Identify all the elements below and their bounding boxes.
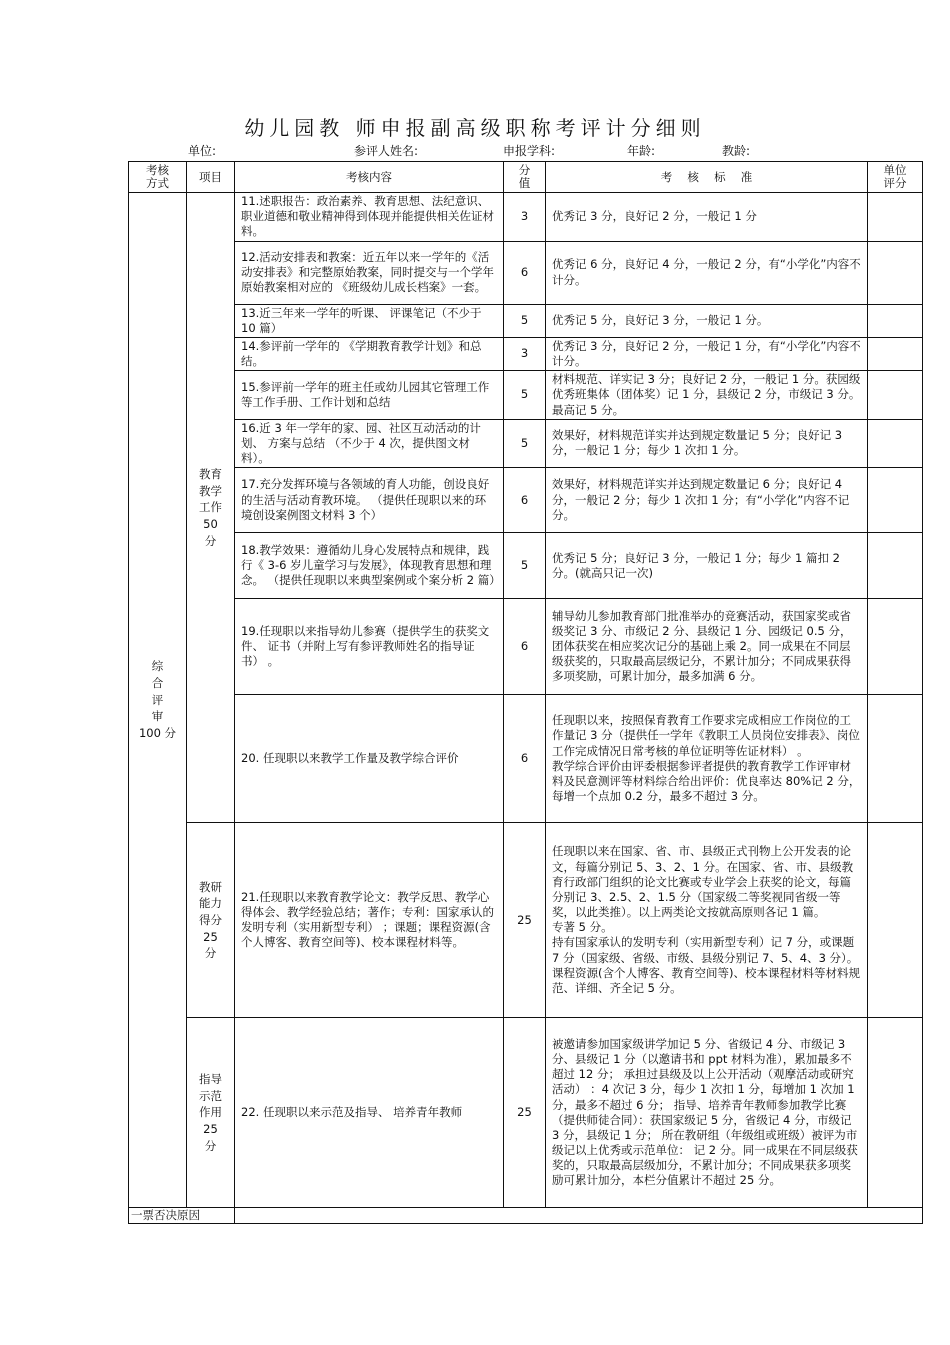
item-score: 5	[504, 419, 546, 468]
table-header	[129, 162, 923, 193]
item-standard: 效果好，材料规范详实并达到规定数量记 6 分；良好记 4 分，一般记 2 分；每少 1 次扣 1 分；有“小学化”内容不记分。	[546, 468, 868, 533]
item-score: 6	[504, 468, 546, 533]
item-content: 15.参评前一学年的班主任或幼儿园其它管理工作等工作手册、工作计划和总结	[235, 371, 504, 420]
item-standard: 辅导幼儿参加教育部门批准举办的竞赛活动，获国家奖或省级奖记 3 分、市级记 2 分、县级记 1 分、园级记 0.5 分，团体获奖在相应奖次记分的基础上乘 2。同一成果在不同层级获奖的，只取最高层级记分，不累计加分；不同成果获得多项奖励，可累计加分，最多加满 6 分。	[546, 599, 868, 695]
item-content: 17.充分发挥环境与各领域的育人功能，创设良好的生活与活动育教环境。 （提供任现职以来的环境创设案例图文材料 3 个）	[235, 468, 504, 533]
header-method: 考核 方式	[129, 162, 187, 193]
item-score: 6	[504, 599, 546, 695]
unit-score-input[interactable]	[868, 193, 923, 242]
table-row	[129, 419, 923, 468]
item-score: 25	[504, 1018, 546, 1208]
table-row	[129, 337, 923, 370]
unit-score-input[interactable]	[868, 304, 923, 337]
group-label-guidance: 指导 示范 作用 25 分	[187, 1018, 235, 1208]
item-standard: 优秀记 5 分，良好记 3 分，一般记 1 分。	[546, 304, 868, 337]
veto-reason-field[interactable]	[235, 1208, 923, 1224]
table-row	[129, 533, 923, 599]
item-score: 5	[504, 533, 546, 599]
unit-score-input[interactable]	[868, 695, 923, 823]
unit-score-input[interactable]	[868, 599, 923, 695]
table-row	[129, 193, 923, 242]
item-score: 3	[504, 337, 546, 370]
item-content: 20. 任现职以来教学工作量及教学综合评价	[235, 695, 504, 823]
veto-label: 一票否决原因	[129, 1208, 235, 1224]
unit-score-input[interactable]	[868, 419, 923, 468]
item-content: 14.参评前一学年的 《学期教育教学计划》和总结。	[235, 337, 504, 370]
item-score: 25	[504, 823, 546, 1018]
unit-score-input[interactable]	[868, 371, 923, 420]
item-standard: 被邀请参加国家级讲学加记 5 分、省级记 4 分、市级记 3 分、县级记 1 分（以邀请书和 ppt 材料为准），累加最多不超过 12 分； 承担过县级及以上公开活动（观摩活动或研究活动） ：4 次记 3 分，每少 1 次扣 1 分，每增加 1 次加 1 分，最多不超过 6 分； 指导、培养青年教师参加教学比赛（提供师徒合同）：获国家级记 5 分，省级记 4 分，市级记 3 分，县级记 1 分； 所在教研组（年级组或班级）被评为市级记以上优秀或示范单位： 记 2 分。同一成果在不同层级获奖的，只取最高层级加分，不累计加分；不同成果获多项奖励可累计加分，本栏分值累计不超过 25 分。	[546, 1018, 868, 1208]
unit-score-input[interactable]	[868, 533, 923, 599]
item-score: 6	[504, 695, 546, 823]
subject-label: 申报学科:	[503, 144, 556, 158]
unit-label: 单位:	[188, 144, 217, 158]
header-unit-score: 单位 评分	[868, 162, 923, 193]
page-title: 幼儿园教 师申报副高级职称考评计分细则	[244, 116, 706, 140]
group-label-teaching: 教育 教学 工作 50 分	[187, 193, 235, 823]
unit-score-input[interactable]	[868, 468, 923, 533]
evaluation-table	[128, 161, 923, 1224]
item-score: 5	[504, 304, 546, 337]
item-content: 21.任现职以来教育教学论文：教学反思、教学心得体会、教学经验总结；著作；专利：国家承认的发明专利（实用新型专利） ；课题；课程资源(含个人博客、教育空间等)、校本课程材料等。	[235, 823, 504, 1018]
item-standard: 优秀记 6 分，良好记 4 分，一般记 2 分，有“小学化”内容不计分。	[546, 241, 868, 304]
item-standard: 任现职以来，按照保育教育工作要求完成相应工作岗位的工作量记 3 分（提供任一学年《教职工人员岗位安排表》、岗位工作完成情况日常考核的单位证明等佐证材料） 。 教学综合评价由评委根据参评者提供的教育教学工作评审材料及民意测评等材料综合给出评价：优良率达 80%记 2 分，每增一个点加 0.2 分，最多不超过 3 分。	[546, 695, 868, 823]
name-label: 参评人姓名:	[354, 144, 419, 158]
item-standard: 任现职以来在国家、省、市、县级正式刊物上公开发表的论文，每篇分别记 5、3、2、1 分。在国家、省、市、县级教育行政部门组织的论文比赛或专业学会上获奖的论文，每篇分别记 3、2.5、2、1.5 分（国家级二等奖视同省级一等奖，以此类推）。以上两类论文按就高原则各记 1 篇。 专著 5 分。 持有国家承认的发明专利（实用新型专利）记 7 分，或课题 7 分（国家级、省级、市级、县级分别记 7、5、4、3 分）。 课程资源(含个人博客、教育空间等)、校本课程材料等材料规范、详细、齐全记 5 分。	[546, 823, 868, 1018]
header-score: 分 值	[504, 162, 546, 193]
item-score: 5	[504, 371, 546, 420]
item-score: 3	[504, 193, 546, 242]
unit-score-input[interactable]	[868, 1018, 923, 1208]
unit-score-input[interactable]	[868, 823, 923, 1018]
item-content: 12.活动安排表和教案：近五年以来一学年的《活动安排表》和完整原始教案，同时提交与一个学年原始教案相对应的 《班级幼儿成长档案》一套。	[235, 241, 504, 304]
table-row	[129, 599, 923, 695]
item-content: 13.近三年来一学年的听课、 评课笔记（不少于 10 篇）	[235, 304, 504, 337]
item-content: 19.任现职以来指导幼儿参赛（提供学生的获奖文件、 证书（并附上写有参评教师姓名的指导证书） 。	[235, 599, 504, 695]
table-row	[129, 468, 923, 533]
header-project: 项目	[187, 162, 235, 193]
item-standard: 优秀记 3 分，良好记 2 分，一般记 1 分	[546, 193, 868, 242]
item-standard: 效果好，材料规范详实并达到规定数量记 5 分；良好记 3 分，一般记 1 分；每少 1 次扣 1 分。	[546, 419, 868, 468]
age-label: 年龄:	[627, 144, 656, 158]
table-row	[129, 241, 923, 304]
item-standard: 优秀记 5 分；良好记 3 分，一般记 1 分；每少 1 篇扣 2 分。(就高只记一次)	[546, 533, 868, 599]
table-row	[129, 695, 923, 823]
item-standard: 材料规范、详实记 3 分；良好记 2 分，一般记 1 分。获园级优秀班集体（团体奖）记 1 分，县级记 2 分，市级记 3 分。最高记 5 分。	[546, 371, 868, 420]
unit-score-input[interactable]	[868, 337, 923, 370]
table-row	[129, 1018, 923, 1208]
item-standard: 优秀记 3 分，良好记 2 分，一般记 1 分，有“小学化”内容不计分。	[546, 337, 868, 370]
item-content: 22. 任现职以来示范及指导、 培养青年教师	[235, 1018, 504, 1208]
table-row	[129, 371, 923, 420]
item-score: 6	[504, 241, 546, 304]
veto-row	[129, 1208, 923, 1224]
item-content: 18.教学效果：遵循幼儿身心发展特点和规律，践行《 3-6 岁儿童学习与发展》，体现教育思想和理念。 （提供任现职以来典型案例或个案分析 2 篇）	[235, 533, 504, 599]
table-row	[129, 304, 923, 337]
unit-score-input[interactable]	[868, 241, 923, 304]
group-label-research: 教研 能力 得分 25 分	[187, 823, 235, 1018]
teaching-age-label: 教龄:	[722, 144, 751, 158]
header-content: 考核内容	[235, 162, 504, 193]
header-standard: 考 核 标 准	[546, 162, 868, 193]
item-content: 16.近 3 年一学年的家、园、社区互动活动的计划、 方案与总结 （不少于 4 次，提供图文材料）。	[235, 419, 504, 468]
method-cell: 综 合 评 审 100 分	[129, 193, 187, 1208]
table-row	[129, 823, 923, 1018]
item-content: 11.述职报告：政治素养、教育思想、法纪意识、职业道德和敬业精神得到体现并能提供相关佐证材料。	[235, 193, 504, 242]
